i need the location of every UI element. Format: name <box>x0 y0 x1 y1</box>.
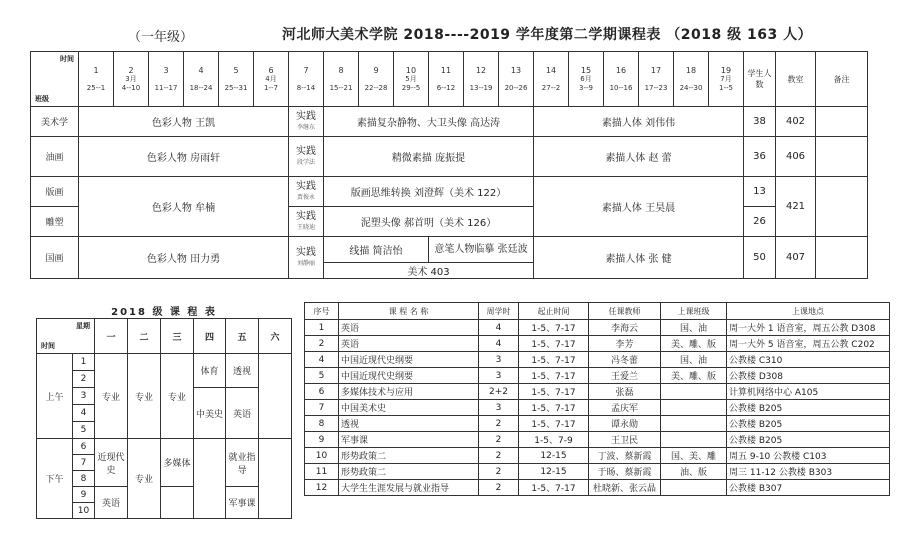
week-dates: 1--7 <box>264 83 278 92</box>
classes <box>661 384 727 400</box>
course-cell: 素描人体 赵 蕾 <box>534 137 744 177</box>
period-number: 8 <box>73 471 95 487</box>
week-cell <box>534 52 569 107</box>
course-index: 1 <box>305 320 339 336</box>
week-number: 7 <box>303 65 309 75</box>
weekly-hours: 4 <box>479 336 519 352</box>
weekly-hours: 2 <box>479 480 519 496</box>
page-title: 河北师大美术学院 2018----2019 学年度第二学期课程表 （2018 级 163 人） <box>282 27 813 43</box>
room-cell: 406 <box>776 137 816 177</box>
week-cell <box>604 52 639 107</box>
week-dates: 25--31 <box>224 83 248 92</box>
corner-class-label: 班级 <box>35 95 49 103</box>
class-name: 美术学 <box>31 107 79 137</box>
weekly-hours: 2 <box>479 416 519 432</box>
course-row <box>305 352 890 368</box>
week-cell <box>184 52 219 107</box>
weeks-range: 1-5、7-9 <box>519 432 589 448</box>
week-number: 5 <box>233 65 239 75</box>
weeks-range: 1-5、7-17 <box>519 320 589 336</box>
room-cell: 421 <box>776 177 816 237</box>
weeks-range: 1-5、7-17 <box>519 368 589 384</box>
week-month: 3月 <box>125 74 137 83</box>
classes: 美、雕、版 <box>661 368 727 384</box>
corner-cell <box>31 52 79 107</box>
note-header: 备注 <box>816 52 868 107</box>
course-index: 7 <box>305 400 339 416</box>
class-row-youhua <box>31 137 868 177</box>
day-header: 三 <box>161 319 194 354</box>
week-cell <box>499 52 534 107</box>
classes: 美、雕、版 <box>661 336 727 352</box>
room-header: 教室 <box>776 52 816 107</box>
teacher: 孟庆军 <box>589 400 661 416</box>
location: 周五 9-10 公教楼 C103 <box>727 448 890 464</box>
week-cell <box>709 52 744 107</box>
schedule-cell: 专业 <box>161 354 194 439</box>
week-dates: 29--5 <box>401 83 421 92</box>
week-number: 17 <box>650 65 662 75</box>
course-name: 中国近现代史纲要 <box>339 368 479 384</box>
schedule-cell: 近现代史 <box>95 439 128 487</box>
week-number: 2 <box>128 65 134 75</box>
schedule-cell: 专业 <box>128 354 161 439</box>
course-cell: 线描 简洁怡 <box>324 237 429 263</box>
course-row <box>305 368 890 384</box>
weekly-hours: 2 <box>479 464 519 480</box>
week-cell <box>254 52 289 107</box>
course-row <box>305 336 890 352</box>
week-dates: 24--30 <box>679 83 703 92</box>
course-row <box>305 400 890 416</box>
classes <box>661 400 727 416</box>
period-number: 10 <box>73 503 95 519</box>
practice-cell <box>289 137 324 177</box>
course-cell: 泥塑头像 郝首明（美术 126） <box>324 207 534 237</box>
teacher: 丁波、蔡新霞 <box>589 448 661 464</box>
weekly-hours: 3 <box>479 368 519 384</box>
practice-cell <box>289 237 324 279</box>
teacher: 谭永勋 <box>589 416 661 432</box>
week-number: 4 <box>198 65 204 75</box>
note-cell <box>816 137 868 177</box>
week-cell <box>289 52 324 107</box>
day-header: 二 <box>128 319 161 354</box>
course-row <box>305 320 890 336</box>
week-cell <box>569 52 604 107</box>
weekly-hours: 2 <box>479 432 519 448</box>
day-header: 四 <box>194 319 226 354</box>
class-row-banhua <box>31 177 868 207</box>
day-header-row <box>37 319 292 354</box>
weeks-range: 1-5、7-17 <box>519 352 589 368</box>
location: 周三 11-12 公教楼 B303 <box>727 464 890 480</box>
weeks-range: 12-15 <box>519 464 589 480</box>
schedule-cell <box>194 439 226 519</box>
weekly-hours: 2+2 <box>479 384 519 400</box>
week-number: 11 <box>440 65 452 75</box>
corner-day-label: 星期 <box>76 322 90 330</box>
weeks-range: 1-5、7-17 <box>519 336 589 352</box>
course-name: 军事课 <box>339 432 479 448</box>
class-name: 油画 <box>31 137 79 177</box>
period-number: 5 <box>73 422 95 439</box>
column-header: 上课地点 <box>727 303 890 320</box>
week-dates: 18--24 <box>189 83 213 92</box>
student-count: 50 <box>744 237 776 279</box>
week-number: 13 <box>510 65 522 75</box>
semester-schedule-table <box>30 51 868 279</box>
weeks-range: 1-5、7-17 <box>519 416 589 432</box>
course-cell: 素描人体 刘伟伟 <box>534 107 744 137</box>
column-header: 上课班级 <box>661 303 727 320</box>
class-name: 雕塑 <box>31 207 79 237</box>
weekly-hours: 2 <box>479 448 519 464</box>
week-dates: 3--9 <box>579 83 593 92</box>
period-number: 3 <box>73 388 95 405</box>
course-index: 5 <box>305 368 339 384</box>
schedule-cell: 英语 <box>95 487 128 519</box>
teacher: 李海云 <box>589 320 661 336</box>
week-number: 16 <box>615 65 627 75</box>
week-month: 5月 <box>405 74 417 83</box>
corner-time-label: 时间 <box>60 55 74 63</box>
location: 公教楼 B307 <box>727 480 890 496</box>
week-number: 3 <box>163 65 169 75</box>
practice-cell <box>289 107 324 137</box>
classes: 国、美、雕 <box>661 448 727 464</box>
course-cell: 素描人体 张 健 <box>534 237 744 279</box>
weeks-range: 1-5、7-17 <box>519 400 589 416</box>
course-index: 2 <box>305 336 339 352</box>
week-cell <box>639 52 674 107</box>
location: 公教楼 B205 <box>727 400 890 416</box>
week-cell <box>359 52 394 107</box>
weeks-range: 1-5、7-17 <box>519 384 589 400</box>
week-number: 8 <box>338 65 344 75</box>
practice-teacher: 王晓迪 <box>296 223 315 231</box>
classes <box>661 432 727 448</box>
course-cell: 版画思维转换 刘澄辉（美术 122） <box>324 177 534 207</box>
location: 公教楼 B205 <box>727 416 890 432</box>
grade-label: （一年级） <box>128 30 194 45</box>
week-number: 1 <box>93 65 99 75</box>
class-name: 版画 <box>31 177 79 207</box>
course-list-header <box>305 303 890 320</box>
course-cell: 色彩人物 牟楠 <box>79 177 289 237</box>
course-row <box>305 416 890 432</box>
course-cell: 素描复杂静物、大卫头像 高达涛 <box>324 107 534 137</box>
weekly-hours: 4 <box>479 320 519 336</box>
period-number: 4 <box>73 405 95 422</box>
course-index: 9 <box>305 432 339 448</box>
week-dates: 27--2 <box>541 83 561 92</box>
week-cell <box>324 52 359 107</box>
teacher: 杜晓新、张云晶 <box>589 480 661 496</box>
teacher: 张磊 <box>589 384 661 400</box>
course-cell: 色彩人物 王凯 <box>79 107 289 137</box>
week-dates: 4--10 <box>121 83 141 92</box>
week-dates: 17--23 <box>644 83 668 92</box>
classes: 国、油 <box>661 320 727 336</box>
week-number: 6 <box>268 65 274 75</box>
week-cell <box>149 52 184 107</box>
course-cell: 意笔人物临摹 张廷波 <box>429 237 534 263</box>
note-cell <box>816 177 868 237</box>
period-number: 7 <box>73 455 95 471</box>
schedule-cell <box>161 487 194 519</box>
day-header: 五 <box>226 319 259 354</box>
practice-label: 实践 <box>296 246 316 258</box>
week-header-row <box>31 52 868 107</box>
schedule-cell: 专业 <box>95 354 128 439</box>
location: 公教楼 C310 <box>727 352 890 368</box>
schedule-cell: 多媒体 <box>161 439 194 487</box>
practice-label: 实践 <box>296 210 316 222</box>
week-dates: 15--21 <box>329 83 353 92</box>
week-number: 10 <box>405 65 417 75</box>
course-name: 大学生生涯发展与就业指导 <box>339 480 479 496</box>
practice-teacher: 李继东 <box>296 123 315 131</box>
week-dates: 25--1 <box>86 83 106 92</box>
class-row-meishuxue <box>31 107 868 137</box>
note-cell <box>816 237 868 279</box>
classes <box>661 480 727 496</box>
course-row <box>305 432 890 448</box>
course-name: 英语 <box>339 336 479 352</box>
teacher: 于旸、蔡新霞 <box>589 464 661 480</box>
week-dates: 20--26 <box>504 83 528 92</box>
practice-cell <box>289 207 324 237</box>
teacher: 冯冬蕾 <box>589 352 661 368</box>
week-dates: 6--12 <box>436 83 456 92</box>
week-number: 15 <box>580 65 592 75</box>
teacher: 李芳 <box>589 336 661 352</box>
schedule-cell: 体育 <box>194 354 226 388</box>
week-dates: 13--19 <box>469 83 493 92</box>
course-index: 4 <box>305 352 339 368</box>
period-number: 2 <box>73 371 95 388</box>
practice-label: 实践 <box>296 110 316 122</box>
course-index: 10 <box>305 448 339 464</box>
location: 周一大外 5 语音室，周五公教 C202 <box>727 336 890 352</box>
week-dates: 22--28 <box>364 83 388 92</box>
week-month: 6月 <box>580 74 592 83</box>
practice-teacher: 段学法 <box>296 158 315 166</box>
week-number: 12 <box>475 65 487 75</box>
location: 公教楼 B205 <box>727 432 890 448</box>
schedule-cell: 军事课 <box>226 487 259 519</box>
week-cell <box>429 52 464 107</box>
weeks-range: 12-15 <box>519 448 589 464</box>
week-cell <box>219 52 254 107</box>
week-dates: 11--17 <box>154 83 178 92</box>
week-month: 4月 <box>265 74 277 83</box>
location: 周一大外 1 语音室，周五公教 D308 <box>727 320 890 336</box>
course-name: 中国近现代史纲要 <box>339 352 479 368</box>
week-month: 7月 <box>720 74 732 83</box>
week-number: 19 <box>720 65 732 75</box>
course-cell: 精微素描 庞振提 <box>324 137 534 177</box>
period-number: 9 <box>73 487 95 503</box>
schedule-cell: 透视 <box>226 354 259 388</box>
student-count: 36 <box>744 137 776 177</box>
day-header: 一 <box>95 319 128 354</box>
week-number: 18 <box>685 65 697 75</box>
week-number: 14 <box>545 65 557 75</box>
class-row-guohua <box>31 237 868 263</box>
course-name: 形势政策二 <box>339 448 479 464</box>
practice-label: 实践 <box>296 180 316 192</box>
corner-cell <box>37 319 95 354</box>
schedule-cell: 专业 <box>128 439 161 519</box>
practice-teacher: 刘静丽 <box>296 259 315 267</box>
course-name: 多媒体技术与应用 <box>339 384 479 400</box>
schedule-cell: 就业指导 <box>226 439 259 487</box>
weekly-hours: 3 <box>479 352 519 368</box>
student-count: 13 <box>744 177 776 207</box>
practice-teacher: 贾俊永 <box>296 193 315 201</box>
course-index: 11 <box>305 464 339 480</box>
course-cell: 色彩人物 田力勇 <box>79 237 289 279</box>
schedule-cell: 中美史 <box>194 388 226 439</box>
course-name: 中国美术史 <box>339 400 479 416</box>
weekly-title: 2018 级 课 程 表 <box>111 306 217 318</box>
students-header: 学生人数 <box>744 52 776 107</box>
student-count: 38 <box>744 107 776 137</box>
week-dates: 10--16 <box>609 83 633 92</box>
class-name: 国画 <box>31 237 79 279</box>
week-dates: 8--14 <box>296 83 316 92</box>
note-cell <box>816 107 868 137</box>
course-name: 透视 <box>339 416 479 432</box>
week-cell <box>114 52 149 107</box>
course-row <box>305 384 890 400</box>
day-header: 六 <box>259 319 292 354</box>
weekly-schedule-table <box>36 302 292 519</box>
room-cell: 402 <box>776 107 816 137</box>
course-name: 英语 <box>339 320 479 336</box>
week-dates: 1--5 <box>719 83 733 92</box>
practice-label: 实践 <box>296 145 316 157</box>
classes: 国、油 <box>661 352 727 368</box>
practice-cell <box>289 177 324 207</box>
column-header: 周学时 <box>479 303 519 320</box>
student-count: 26 <box>744 207 776 237</box>
period-number: 6 <box>73 439 95 455</box>
course-row <box>305 480 890 496</box>
afternoon-label: 下午 <box>37 439 73 519</box>
column-header: 课 程 名 称 <box>339 303 479 320</box>
classes <box>661 416 727 432</box>
corner-time-label: 时间 <box>41 342 55 350</box>
column-header: 起止时间 <box>519 303 589 320</box>
course-index: 8 <box>305 416 339 432</box>
column-header: 任课教师 <box>589 303 661 320</box>
weekly-hours: 3 <box>479 400 519 416</box>
course-cell: 色彩人物 房雨轩 <box>79 137 289 177</box>
week-cell <box>79 52 114 107</box>
period-number: 1 <box>73 354 95 371</box>
course-row <box>305 448 890 464</box>
schedule-cell <box>259 354 292 439</box>
location: 公教楼 D308 <box>727 368 890 384</box>
schedule-cell: 英语 <box>226 388 259 439</box>
week-cell <box>464 52 499 107</box>
teacher: 王爱兰 <box>589 368 661 384</box>
weeks-range: 1-5、7-17 <box>519 480 589 496</box>
room-cell: 407 <box>776 237 816 279</box>
location: 计算机网络中心 A105 <box>727 384 890 400</box>
course-name: 形势政策二 <box>339 464 479 480</box>
course-room: 美术 403 <box>324 263 534 279</box>
week-cell <box>394 52 429 107</box>
week-number: 9 <box>373 65 379 75</box>
teacher: 王卫民 <box>589 432 661 448</box>
classes: 油、版 <box>661 464 727 480</box>
schedule-cell <box>259 439 292 519</box>
course-index: 12 <box>305 480 339 496</box>
course-list-table <box>304 302 890 496</box>
morning-label: 上午 <box>37 354 73 439</box>
week-cell <box>674 52 709 107</box>
course-row <box>305 464 890 480</box>
course-index: 6 <box>305 384 339 400</box>
column-header: 序号 <box>305 303 339 320</box>
course-cell: 素描人体 王昊晨 <box>534 177 744 237</box>
